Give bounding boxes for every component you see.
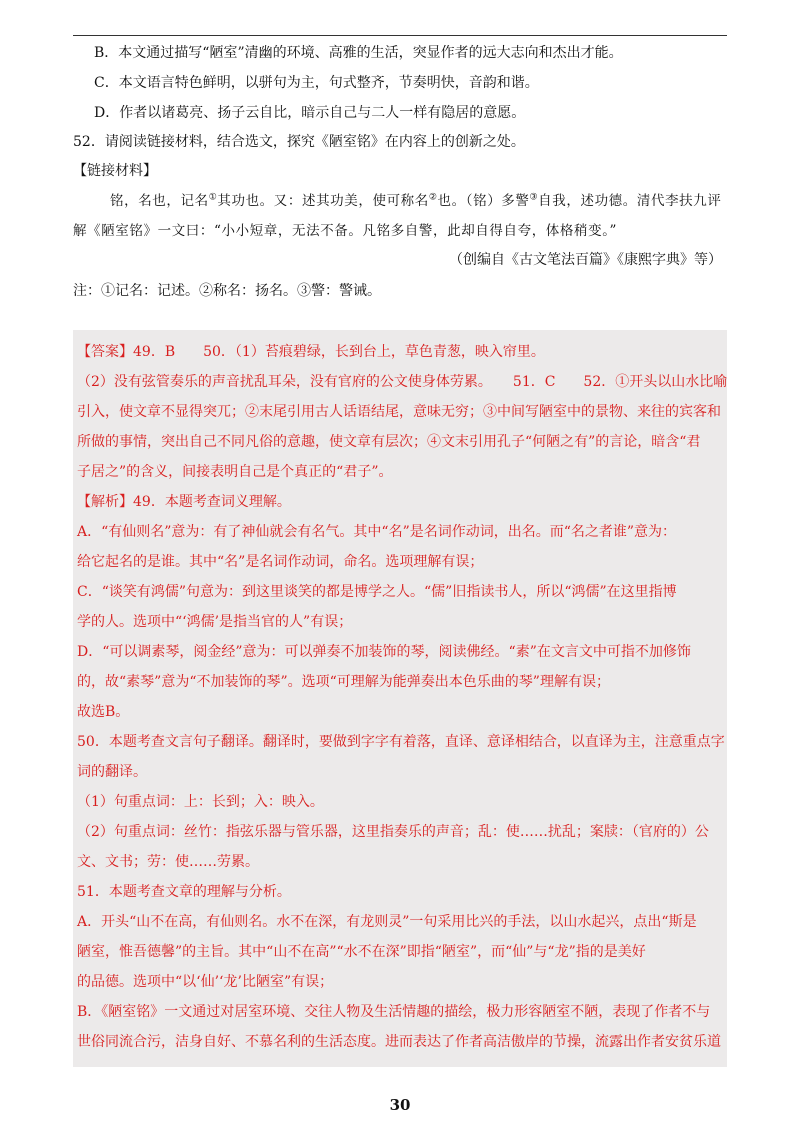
- answer-line: 引入，使文章不显得突兀；②末尾引用古人话语结尾，意味无穷；③中间写陋室中的景物、来往的宾客和: [77, 404, 721, 420]
- analysis-line: B．《陋室铭》一文通过对居室环境、交往人物及生活情趣的描绘，极力形容陋室不陋，表现了作者不与: [77, 1004, 711, 1020]
- material-text: 铭，名也，记名: [110, 193, 209, 209]
- link-material-title: 【链接材料】: [73, 163, 157, 179]
- analysis-line: 学的人。选项中“‘鸿儒’是指当官的人”有误；: [77, 614, 353, 630]
- analysis-line: 【解析】49．本题考查词义理解。: [77, 494, 291, 510]
- material-text: 其功也。又：述其功美，使可称名: [217, 193, 429, 209]
- analysis-line: 陋室，惟吾德馨”的主旨。其中“山不在高”“水不在深”即指“陋室”，而“仙”与“龙”指的是美好: [77, 944, 646, 960]
- analysis-line: 给它起名的是谁。其中“名”是名词作动词，命名。选项理解有误；: [77, 554, 484, 570]
- material-source: （创编自《古文笔法百篇》《康熙字典》等）: [449, 252, 722, 268]
- analysis-line: （2）句重点词：丝竹：指弦乐器与管乐器，这里指奏乐的声音；乱：使……扰乱；案牍：（官府的）公: [77, 824, 709, 840]
- option-d: D．作者以诸葛亮、扬子云自比，暗示自己与二人一样有隐居的意愿。: [94, 105, 526, 121]
- analysis-line: D．“可以调素琴，阅金经”意为：可以弹奏不加装饰的琴，阅读佛经。“素”在文言文中可指不加修饰: [77, 644, 691, 660]
- material-line-1: [110, 192, 721, 210]
- question-52: 52．请阅读链接材料，结合选文，探究《陋室铭》在内容上的创新之处。: [73, 134, 525, 150]
- page-number: 30: [389, 1096, 411, 1114]
- header-rule: [73, 35, 727, 36]
- footnotes: 注：①记名：记述。②称名：扬名。③警：警诫。: [73, 283, 381, 299]
- analysis-line: 故选B。: [77, 704, 130, 720]
- answer-line: （2）没有弦管奏乐的声音扰乱耳朵，没有官府的公文使身体劳累。 51．C 52．①开头以山水比喻: [77, 374, 728, 390]
- analysis-line: A．“有仙则名”意为：有了神仙就会有名气。其中“名”是名词作动词，出名。而“名之者谁”意为：: [77, 524, 677, 540]
- option-b: B．本文通过描写“陋室”清幽的环境、高雅的生活，突显作者的远大志向和杰出才能。: [94, 45, 623, 61]
- footnote-mark: ①: [208, 192, 218, 203]
- footnote-mark: ③: [529, 192, 539, 203]
- analysis-line: 词的翻译。: [77, 764, 147, 780]
- analysis-line: 世俗同流合污，洁身自好、不慕名利的生活态度。进而表达了作者高洁傲岸的节操，流露出作者安贫乐道: [77, 1034, 721, 1050]
- answer-line: 【答案】49．B 50．（1）苔痕碧绿，长到台上，草色青葱，映入帘里。: [77, 344, 545, 360]
- answer-line: 子居之”的含义，间接表明自己是个真正的“君子”。: [77, 464, 393, 480]
- analysis-line: 文、文书；劳：使……劳累。: [77, 854, 259, 870]
- analysis-line: 51．本题考查文章的理解与分析。: [77, 884, 291, 900]
- material-line-2: 解《陋室铭》一文曰：“小小短章，无法不备。凡铭多自警，此却自得自夸，体格稍变。”: [73, 223, 618, 239]
- answer-line: 所做的事情，突出自己不同凡俗的意趣，使文章有层次；④文末引用孔子“何陋之有”的言论，暗含“君: [77, 434, 701, 450]
- analysis-line: C．“谈笑有鸿儒”句意为：到这里谈笑的都是博学之人。“儒”旧指读书人，所以“鸿儒”在这里指博: [77, 584, 677, 600]
- analysis-line: （1）句重点词：上：长到；入：映入。: [77, 794, 324, 810]
- option-c: C．本文语言特色鲜明，以骈句为主，句式整齐，节奏明快，音韵和谐。: [94, 75, 539, 91]
- material-text: 自我，述功德。清代李扶九评: [538, 193, 722, 209]
- analysis-line: A．开头“山不在高，有仙则名。水不在深，有龙则灵”一句采用比兴的手法，以山水起兴，点出“斯是: [77, 914, 697, 930]
- material-text: 也。（铭）多警: [437, 193, 530, 209]
- analysis-line: 的品德。选项中“以‘仙’‘龙’比陋室”有误；: [77, 974, 334, 990]
- analysis-line: 的，故“素琴”意为“不加装饰的琴”。选项“可理解为能弹奏出本色乐曲的琴”理解有误；: [77, 674, 610, 690]
- analysis-line: 50．本题考查文言句子翻译。翻译时，要做到字字有着落，直译、意译相结合，以直译为主，注意重点字: [77, 734, 725, 750]
- footnote-mark: ②: [428, 192, 438, 203]
